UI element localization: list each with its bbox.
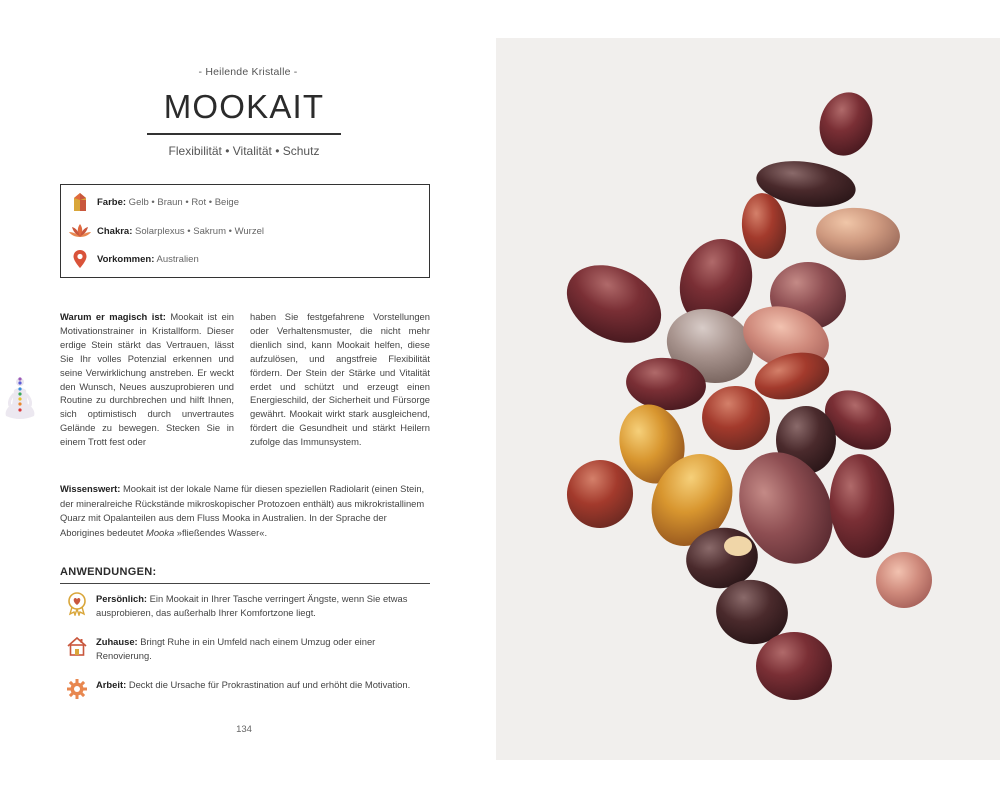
application-text-home: Bringt Ruhe in ein Umfeld nach einem Umzug oder einer Renovierung. [96,636,376,662]
info-label-vorkommen: Vorkommen: [97,253,155,265]
heart-badge-icon [64,592,90,618]
page-number: 134 [236,724,252,735]
crystal-icon [69,191,91,213]
info-label-farbe: Farbe: [97,196,127,208]
location-pin-icon [69,248,91,270]
applications-heading: ANWENDUNGEN: [60,566,157,578]
magic-text-column-2: haben Sie festgefahrene Vorstellungen oder Verhaltensmuster, die nicht mehr dienlich sind, kann Mookait helfen, diese aufzulösen, und angstfreie Flexibilität fördern. Der Stein der Stärke und Vitalität erdet und schützt und erzeugt einen Energieschild, der Sicherheit und Fürsorge gewährt. Mookait wirkt stark ausgleichend, fördert die Gesundheit und stärkt Heilern zufolge das Immunsystem. [250,311,430,448]
fact-text-a: Mookait ist der lokale Name für diesen speziellen Radiolarit (einen Stein, der mineralreiche Rückstände mikroskopischer Protozoen enthält) aus mikrokristallinem Quarz mit Opalanteilen aus dem Fluss Mooka in Australien. In der Sprache der Aborigines bedeutet [60,483,425,538]
application-item-personal [64,592,430,621]
magic-text-column-1 [60,310,234,449]
application-item-home [64,635,430,664]
application-label-personal: Persönlich: [96,593,148,604]
info-box [60,184,430,278]
info-value-chakra: Solarplexus • Sakrum • Wurzel [132,225,264,237]
mookaite-stones-image [496,38,1000,760]
section-kicker: - Heilende Kristalle - [198,66,298,78]
fact-italic: Mooka [146,526,175,538]
application-item-work [64,678,430,704]
application-label-home: Zuhause: [96,636,138,647]
meditation-chakra-icon [2,376,38,432]
application-label-work: Arbeit: [96,679,127,690]
info-value-farbe: Gelb • Braun • Rot • Beige [126,196,239,208]
info-row-farbe [69,191,239,213]
fact-paragraph [60,482,430,540]
magic-label: Warum er magisch ist: [60,311,166,322]
magic-text-a: Mookait ist ein Motivationstrainer in Kristallform. Dieser erdige Stein stärkt das Vertrauen, lässt Sie Ihr volles Potenzial erkennen und seine Verwirklichung anstreben. Er weckt den Wunsch, Neues auszuprobieren und Routine zu durchbrechen und hilft Ihnen, sich optimistisch durch unvertrautes Gelände zu bewegen. Stecken Sie in einem Trott fest oder [60,311,235,448]
application-text-personal: Ein Mookait in Ihrer Tasche verringert Ängste, wenn Sie etwas ausprobieren, das außerhalb Ihrer Komfortzone liegt. [96,593,408,619]
fact-label: Wissenswert: [60,483,121,494]
fact-text-b: »fließendes Wasser«. [174,526,268,538]
house-icon [64,635,90,661]
info-row-vorkommen [69,248,199,270]
application-text-work: Deckt die Ursache für Prokrastination auf und erhöht die Motivation. [126,679,411,690]
lotus-icon [69,220,91,242]
page-subtitle: Flexibilität • Vitalität • Schutz [168,144,320,158]
page-title: MOOKAIT [163,88,325,125]
info-value-vorkommen: Australien [154,253,199,265]
gear-icon [64,678,90,704]
title-divider [147,133,341,135]
applications-divider [60,583,430,584]
info-label-chakra: Chakra: [97,225,133,237]
left-page [0,0,496,800]
stones-photo [496,38,1000,760]
info-row-chakra [69,220,264,242]
